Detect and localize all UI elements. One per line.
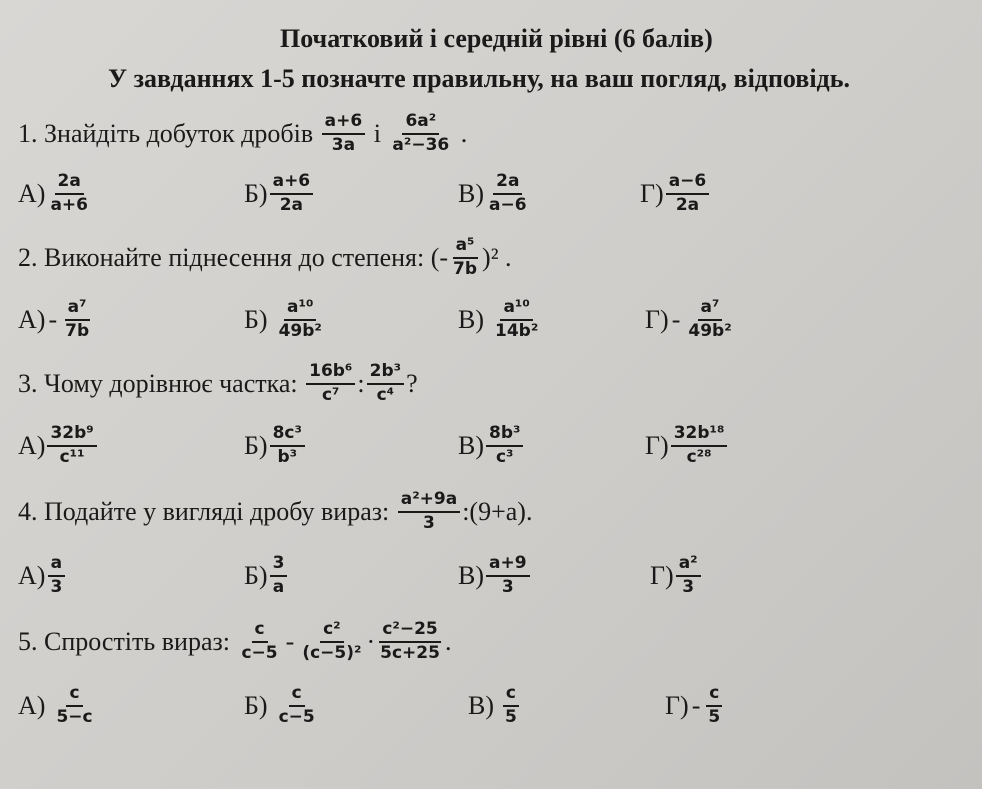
q5-option-d[interactable]: Г) - $\frac{c}{5}$ bbox=[665, 684, 725, 727]
question-1: 1. Знайдіть добуток дробів $\frac{a+6}{3a}$ і $\frac{\text{6a²}}{\text{a²−36}}$ . bbox=[18, 111, 468, 155]
q1-option-d[interactable]: Г) $\frac{a-6}{2a}$ bbox=[640, 172, 711, 215]
q1-fraction-2: $\frac{\text{6a²}}{\text{a²−36}}$ bbox=[392, 111, 450, 155]
q3-fraction-2: $\frac{\text{2b³}}{\text{c⁴}}$ bbox=[367, 362, 404, 405]
q2-option-c[interactable]: В) $\frac{\text{a¹⁰}}{\text{14b²}}$ bbox=[458, 297, 539, 341]
question-1-text: 1. Знайдіть добуток дробів bbox=[18, 118, 314, 148]
q4-option-b[interactable]: Б) $\frac{3}{a}$ bbox=[244, 554, 289, 597]
q3-option-c[interactable]: В) $\frac{\text{8b³}}{\text{c³}}$ bbox=[458, 424, 525, 467]
q1-fraction-1: $\frac{a+6}{3a}$ bbox=[322, 112, 366, 155]
q1-option-c[interactable]: В) $\frac{2a}{a-6}$ bbox=[458, 171, 527, 215]
question-5-text: 5. Спростіть вираз: bbox=[18, 626, 230, 656]
q5-fraction-2: $\frac{\text{c²}}{\text{(c−5)²}}$ bbox=[302, 619, 362, 663]
q3-option-b[interactable]: Б) $\frac{\text{8c³}}{\text{b³}}$ bbox=[244, 424, 307, 467]
q5-option-a[interactable]: А) $\frac{c}{5-c}$ bbox=[18, 683, 93, 727]
question-3: 3. Чому дорівнює частка: $\frac{\text{16b⁶}}{\text{c⁷}}$ : $\frac{\text{2b³}}{\text{c⁴}}$ ? bbox=[18, 361, 418, 405]
q4-option-a[interactable]: А) $\frac{a}{3}$ bbox=[18, 554, 67, 597]
question-2: 2. Виконайте піднесення до степеня: (- $\frac{\text{a⁵}}{7b}$ )² . bbox=[18, 235, 512, 279]
q2-option-d[interactable]: Г) - $\frac{\text{a⁷}}{\text{49b²}}$ bbox=[645, 297, 732, 341]
question-3-text: 3. Чому дорівнює частка: bbox=[18, 368, 298, 398]
q3-fraction-1: $\frac{\text{16b⁶}}{\text{c⁷}}$ bbox=[306, 362, 355, 405]
page-title: Початковий і середній рівні (6 балів) bbox=[280, 24, 713, 53]
q5-option-b[interactable]: Б) $\frac{c}{c-5}$ bbox=[244, 683, 315, 727]
q4-option-c[interactable]: В) $\frac{a+9}{3}$ bbox=[458, 554, 532, 597]
question-2-text: 2. Виконайте піднесення до степеня: bbox=[18, 242, 425, 272]
q5-fraction-1: $\frac{c}{c-5}$ bbox=[241, 619, 278, 663]
q1-option-a[interactable]: А) $\frac{2a}{a+6}$ bbox=[18, 171, 88, 215]
q4-fraction: $\frac{\text{a²+9a}}{3}$ bbox=[398, 490, 460, 533]
q2-option-a[interactable]: А) - $\frac{\text{a⁷}}{7b}$ bbox=[18, 297, 90, 341]
q2-option-b[interactable]: Б) $\frac{\text{a¹⁰}}{\text{49b²}}$ bbox=[244, 297, 322, 341]
question-5: 5. Спростіть вираз: $\frac{c}{c-5}$ - $\frac{\text{c²}}{\text{(c−5)²}}$ · $\frac{\text{c²−25}}{5c+25}$ . bbox=[18, 619, 452, 663]
q5-fraction-3: $\frac{\text{c²−25}}{5c+25}$ bbox=[380, 619, 440, 663]
q2-fraction: $\frac{\text{a⁵}}{7b}$ bbox=[453, 235, 478, 279]
q4-option-d[interactable]: Г) $\frac{\text{a²}}{3}$ bbox=[650, 554, 703, 597]
q5-option-c[interactable]: В) $\frac{c}{5}$ bbox=[468, 684, 522, 727]
q3-option-a[interactable]: А) $\frac{\text{32b⁹}}{\text{c¹¹}}$ bbox=[18, 424, 99, 467]
question-4-text: 4. Подайте у вигляді дробу вираз: bbox=[18, 496, 390, 526]
q1-conjunction: і bbox=[373, 118, 381, 148]
q1-option-b[interactable]: Б) $\frac{a+6}{2a}$ bbox=[244, 172, 315, 215]
q3-option-d[interactable]: Г) $\frac{\text{32b¹⁸}}{\text{c²⁸}}$ bbox=[645, 424, 729, 467]
question-4: 4. Подайте у вигляді дробу вираз: $\frac{\text{a²+9a}}{3}$ :(9+a). bbox=[18, 489, 533, 533]
instruction: У завданнях 1-5 позначте правильну, на ваш погляд, відповідь. bbox=[108, 64, 850, 93]
